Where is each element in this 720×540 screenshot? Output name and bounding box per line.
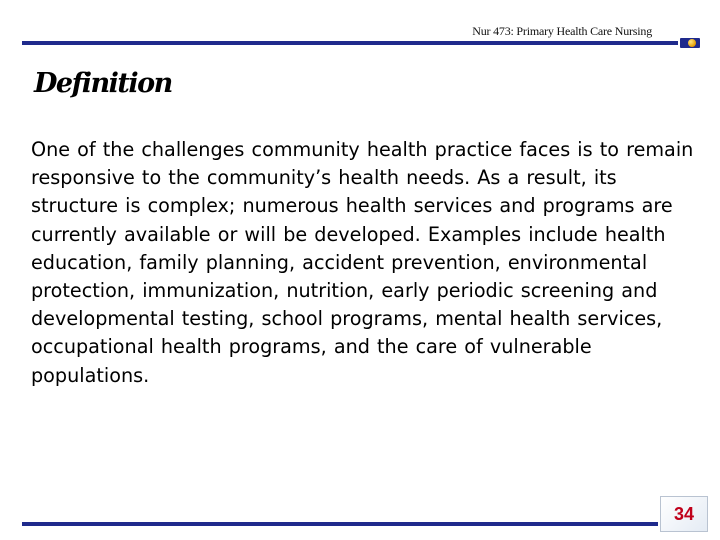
slide-body-text: One of the challenges community health practice faces is to remain responsive to the community’s health needs. As a result, its structure is complex; numerous health services and programs are currently available or will be developed. Examples include health education, family planning, accident prevention, environmental protection, immunization, nutrition, early periodic screening and developmental testing, school programs, mental health services, occupational health programs, and the care of vulnerable populations.	[31, 138, 694, 387]
bullet-circle-icon	[688, 39, 696, 47]
course-header: Nur 473: Primary Health Care Nursing	[472, 24, 652, 38]
bottom-divider	[22, 522, 658, 526]
top-divider	[22, 41, 678, 45]
header-badge	[680, 38, 700, 48]
slide-title: Definition	[34, 68, 172, 99]
page-number: 34	[673, 503, 695, 524]
page-number-box	[660, 496, 708, 532]
